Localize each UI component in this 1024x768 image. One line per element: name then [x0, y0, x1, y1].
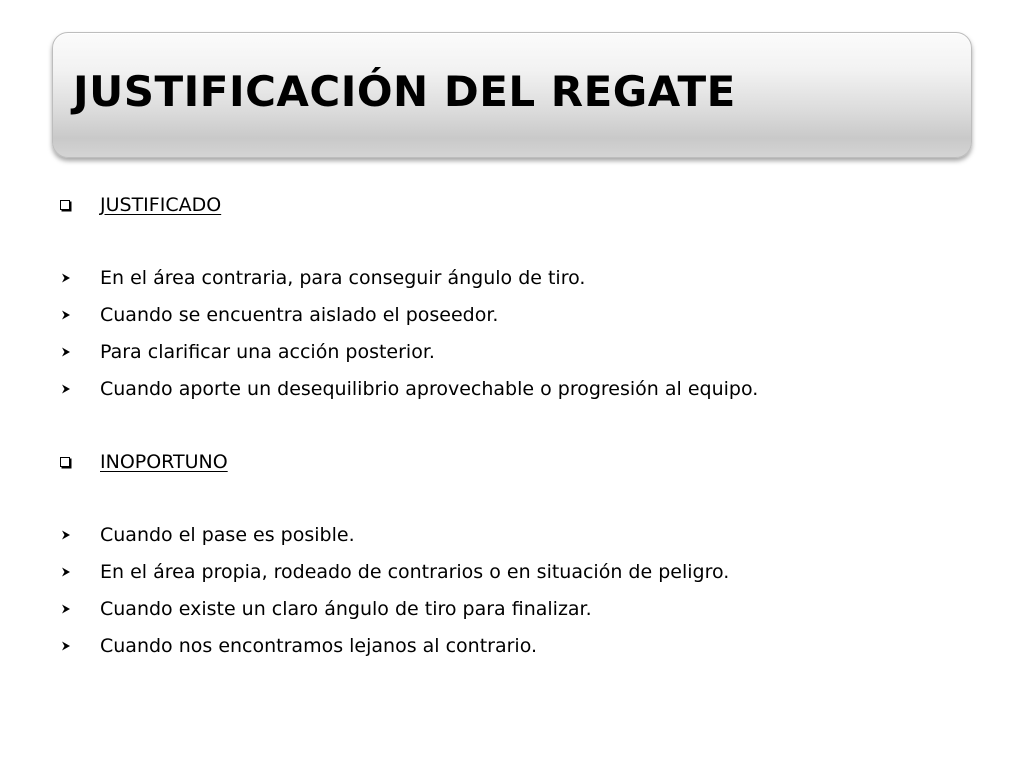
- list-item: [60, 590, 960, 627]
- list-item-text: Cuando el pase es posible.: [100, 523, 355, 546]
- section-heading-label: INOPORTUNO: [100, 450, 228, 473]
- slide-title: JUSTIFICACIÓN DEL REGATE: [73, 67, 736, 116]
- arrow-bullet-icon: [60, 272, 80, 284]
- section-heading-inoportuno: [60, 443, 960, 480]
- arrow-bullet-icon: [60, 529, 80, 541]
- arrow-bullet-icon: [60, 640, 80, 652]
- slide-content: [60, 186, 960, 664]
- list-item-text: En el área contraria, para conseguir ángulo de tiro.: [100, 266, 586, 289]
- list-item-text: Cuando nos encontramos lejanos al contrario.: [100, 634, 538, 657]
- list-item-text: En el área propia, rodeado de contrarios o en situación de peligro.: [100, 560, 730, 583]
- arrow-bullet-icon: [60, 309, 80, 321]
- list-item-text: Cuando aporte un desequilibrio aprovechable o progresión al equipo.: [100, 377, 759, 400]
- title-banner: [52, 32, 972, 158]
- square-bullet-icon: [60, 457, 80, 467]
- arrow-bullet-icon: [60, 566, 80, 578]
- list-item: [60, 333, 960, 370]
- list-item: [60, 516, 960, 553]
- list-item-text: Cuando se encuentra aislado el poseedor.: [100, 303, 499, 326]
- list-item: [60, 259, 960, 296]
- section-heading-label: JUSTIFICADO: [100, 193, 222, 216]
- list-item: [60, 553, 960, 590]
- arrow-bullet-icon: [60, 383, 80, 395]
- list-item: [60, 627, 960, 664]
- arrow-bullet-icon: [60, 603, 80, 615]
- square-bullet-icon: [60, 200, 80, 210]
- list-item-text: Para clarificar una acción posterior.: [100, 340, 435, 363]
- list-item-text: Cuando existe un claro ángulo de tiro para finalizar.: [100, 597, 592, 620]
- list-item: [60, 296, 960, 333]
- list-item: [60, 370, 960, 407]
- arrow-bullet-icon: [60, 346, 80, 358]
- section-heading-justificado: [60, 186, 960, 223]
